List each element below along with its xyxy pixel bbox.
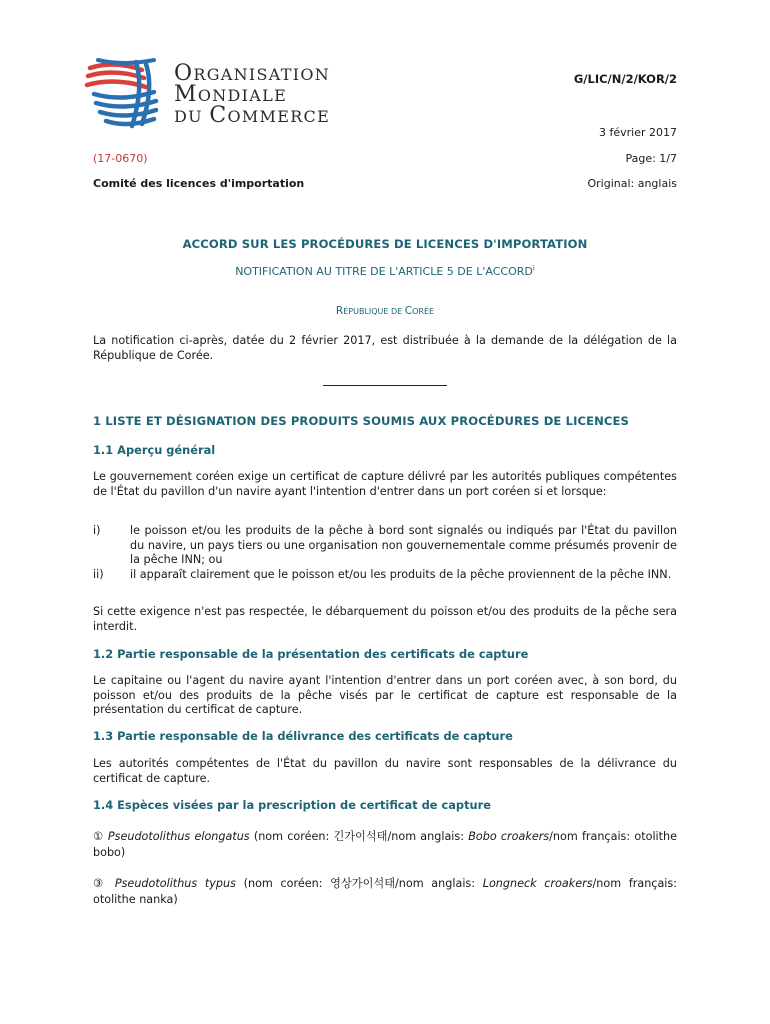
small-cap-letter: C (404, 305, 413, 317)
committee-name: Comité des licences d'importation (93, 177, 305, 190)
list-item-text: il apparaît clairement que le poisson et/ou les produits de la pêche proviennent de la pêche INN. (130, 567, 672, 581)
logo-wordmark (174, 61, 331, 128)
country-title (0, 299, 770, 318)
notification-title (0, 265, 770, 278)
divider (323, 385, 447, 386)
original-language: Original: anglais (587, 177, 677, 190)
species-item (93, 876, 677, 908)
section-1-3-paragraph: Les autorités compétentes de l'État du pavillon du navire sont responsables de la délivrance du certificat de capture. (93, 757, 677, 785)
species-item (93, 829, 677, 861)
species-label: /nom français: (549, 830, 631, 843)
page-indicator: Page: 1/7 (625, 152, 677, 165)
wto-emblem-icon (84, 58, 164, 130)
list-item (93, 524, 677, 568)
species-label: (nom coréen: (235, 877, 331, 890)
logo-line-3 (174, 103, 331, 128)
logo-line-2 (174, 82, 330, 107)
logo-cap: M (174, 82, 198, 107)
section-1-2-heading: 1.2 Partie responsable de la présentation des certificats de capture (93, 647, 529, 661)
species-korean-name: 긴가이석태 (333, 830, 388, 843)
species-scientific-name: Pseudotolithus elongatus (107, 830, 250, 843)
document-symbol: G/LIC/N/2/KOR/2 (573, 72, 677, 86)
section-1-heading: 1 LISTE ET DÉSIGNATION DES PRODUITS SOUMIS AUX PROCÉDURES DE LICENCES (93, 414, 629, 428)
section-1-1-paragraph: Le gouvernement coréen exige un certificat de capture délivré par les autorités publiques compétentes de l'État du pavillon d'un navire ayant l'intention d'entrer dans un port coréen si et lorsque: (93, 470, 677, 498)
species-marker: ③ (93, 877, 108, 890)
species-english-name: Bobo croakers (468, 830, 550, 843)
species-label: /nom anglais: (387, 830, 469, 843)
small-cap-letter: R (335, 305, 344, 317)
species-scientific-name: Pseudotolithus typus (114, 877, 236, 890)
document-number: (17-0670) (93, 152, 148, 165)
section-1-4-heading: 1.4 Espèces visées par la prescription de certificat de capture (93, 798, 491, 812)
document-date: 3 février 2017 (598, 126, 677, 139)
species-french-name: otolithe bobo) (93, 830, 678, 859)
logo-rest: OMMERCE (227, 107, 331, 126)
section-1-1-paragraph-2: Si cette exigence n'est pas respectée, le débarquement du poisson et/ou des produits de la pêche sera interdit. (93, 605, 677, 633)
logo-rest: DU (174, 107, 210, 126)
logo-rest: ONDIALE (197, 86, 288, 105)
small-cap-text: ORÉE (412, 307, 435, 316)
species-korean-name: 영상가이석태 (330, 877, 396, 890)
footnote-mark: i (532, 264, 535, 273)
species-english-name: Longneck croakers (482, 877, 593, 890)
species-label: (nom coréen: (249, 830, 334, 843)
list-item-text: le poisson et/ou les produits de la pêche à bord sont signalés ou indiqués par l'État du pavillon du navire, un pays tiers ou une organisation non gouvernementale comme présumés provenir de la pêche INN; ou (130, 524, 677, 566)
logo-rest: RGANISATION (193, 65, 331, 84)
section-1-3-heading: 1.3 Partie responsable de la délivrance des certificats de capture (93, 729, 513, 743)
list-item-number: i) (93, 524, 101, 537)
species-label: /nom anglais: (395, 877, 483, 890)
species-french-name: otolithe nanka) (93, 893, 178, 906)
list-item (93, 568, 677, 583)
intro-paragraph: La notification ci-après, datée du 2 février 2017, est distribuée à la demande de la délégation de la République de Corée. (93, 334, 677, 362)
condition-list (93, 524, 677, 582)
small-cap-text: ÉPUBLIQUE DE (343, 307, 405, 316)
notification-text: NOTIFICATION AU TITRE DE L'ARTICLE 5 DE L'ACCORD (235, 265, 533, 278)
logo-cap: C (209, 103, 228, 128)
document-title: ACCORD SUR LES PROCÉDURES DE LICENCES D'IMPORTATION (182, 237, 588, 251)
species-label: /nom français: (592, 877, 678, 890)
wto-logo (84, 58, 164, 130)
species-marker: ① (93, 830, 104, 843)
list-item-number: ii) (93, 567, 104, 581)
section-1-1-heading: 1.1 Aperçu général (93, 443, 216, 457)
logo-cap: O (174, 61, 194, 86)
section-1-2-paragraph: Le capitaine ou l'agent du navire ayant l'intention d'entrer dans un port coréen avec, à son bord, du poisson et/ou des produits de la pêche visés par le certificat de capture est responsable de la présentation du certificat de capture. (93, 674, 677, 716)
